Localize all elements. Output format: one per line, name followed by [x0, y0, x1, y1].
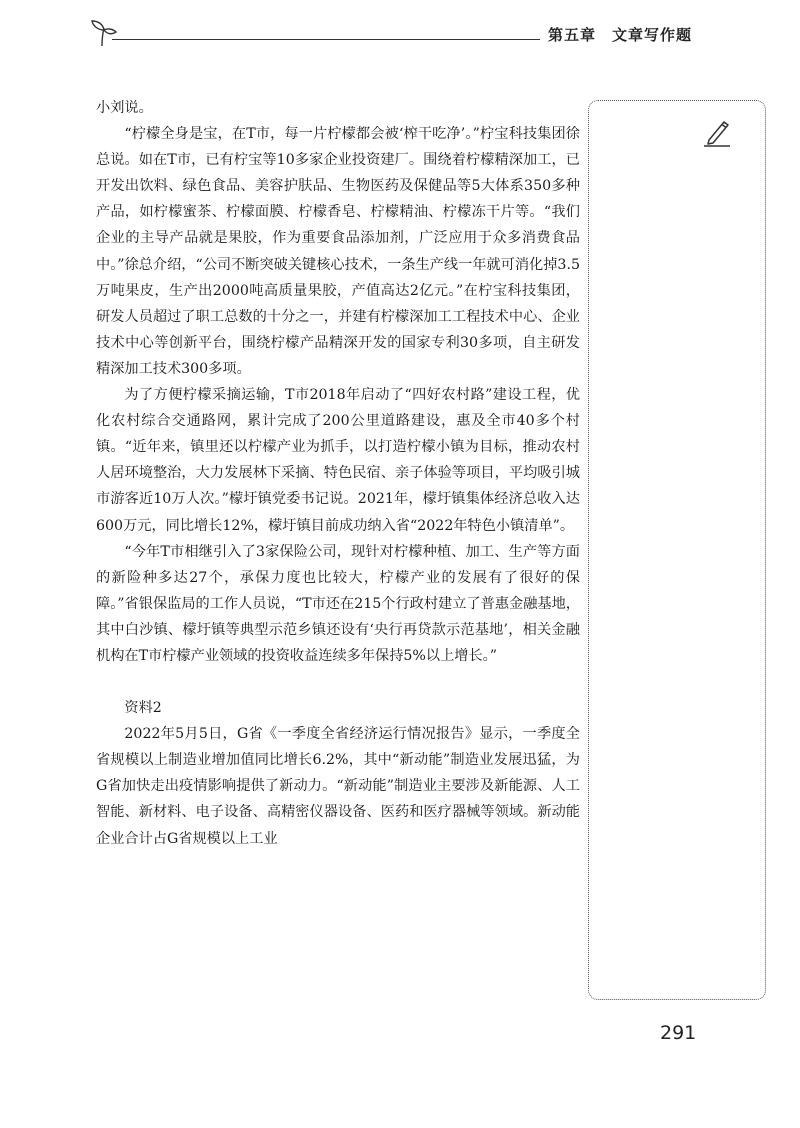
header-rule — [112, 39, 540, 40]
paragraph: 小刘说。 — [96, 100, 153, 116]
section-heading: 资料2 — [124, 700, 162, 717]
page-number: 291 — [660, 1022, 697, 1044]
paragraph: “柠檬全身是宝，在T市，每一片柠檬都会被‘榨干吃净’。”柠宝科技集团徐总说。如在T市，已有柠宝等10多家企业投资建厂。围绕着柠檬精深加工，已开发出饮料、绿色食品、美容护肤品、生物医药及保健品等5大体系350多种产品，如柠檬蜜茶、柠檬面膜、柠檬香皂、柠檬精油、柠檬冻干片等。“我们企业的主导产品就是果胶，作为重要食品添加剂，广泛应用于众多消费食品中。”徐总介绍，“公司不断突破关键核心技术，一条生产线一年就可消化掉3.5万吨果皮，生产出2000吨高质量果胶，产值高达2亿元。”在柠宝科技集团，研发人员超过了职工总数的十分之一，并建有柠檬深加工工程技术中心、企业技术中心等创新平台，围绕柠檬产品精深开发的国家专利30多项，自主研发精深加工技术300多项。 — [96, 126, 580, 377]
chapter-label: 第五章 — [548, 26, 597, 44]
chapter-title: 文章写作题 — [612, 26, 693, 44]
article-body — [96, 95, 580, 852]
sprout-icon — [88, 18, 118, 48]
paragraph: 为了方便柠檬采摘运输，T市2018年启动了“四好农村路”建设工程，优化农村综合交通路网，累计完成了200公里道路建设，惠及全市40多个村镇。“近年来，镇里还以柠檬产业为抓手，以打造柠檬小镇为目标，推动农村人居环境整治，大力发展林下采摘、特色民宿、亲子体验等项目，平均吸引城市游客近10万人次。”檬圩镇党委书记说。2021年，檬圩镇集体经济总收入达600万元，同比增长12%，檬圩镇目前成功纳入省“2022年特色小镇清单”。 — [96, 387, 580, 534]
paragraph: 2022年5月5日，G省《一季度全省经济运行情况报告》显示，一季度全省规模以上制造业增加值同比增长6.2%，其中“新动能”制造业发展迅猛，为G省加快走出疫情影响提供了新动力。“新动能”制造业主要涉及新能源、人工智能、新材料、电子设备、高精密仪器设备、医药和医疗器械等领域。新动能企业合计占G省规模以上工业 — [96, 726, 580, 847]
running-header — [548, 24, 692, 45]
pencil-icon — [702, 116, 732, 148]
notes-sidebar — [588, 100, 766, 1000]
paragraph: “今年T市相继引入了3家保险公司，现针对柠檬种植、加工、生产等方面的新险种多达27个，承保力度也比较大，柠檬产业的发展有了很好的保障。”省银保监局的工作人员说，“T市还在215个行政村建立了普惠金融基地，其中白沙镇、檬圩镇等典型示范乡镇还设有‘央行再贷款示范基地’，相关金融机构在T市柠檬产业领域的投资收益连续多年保持5%以上增长。” — [96, 543, 580, 664]
